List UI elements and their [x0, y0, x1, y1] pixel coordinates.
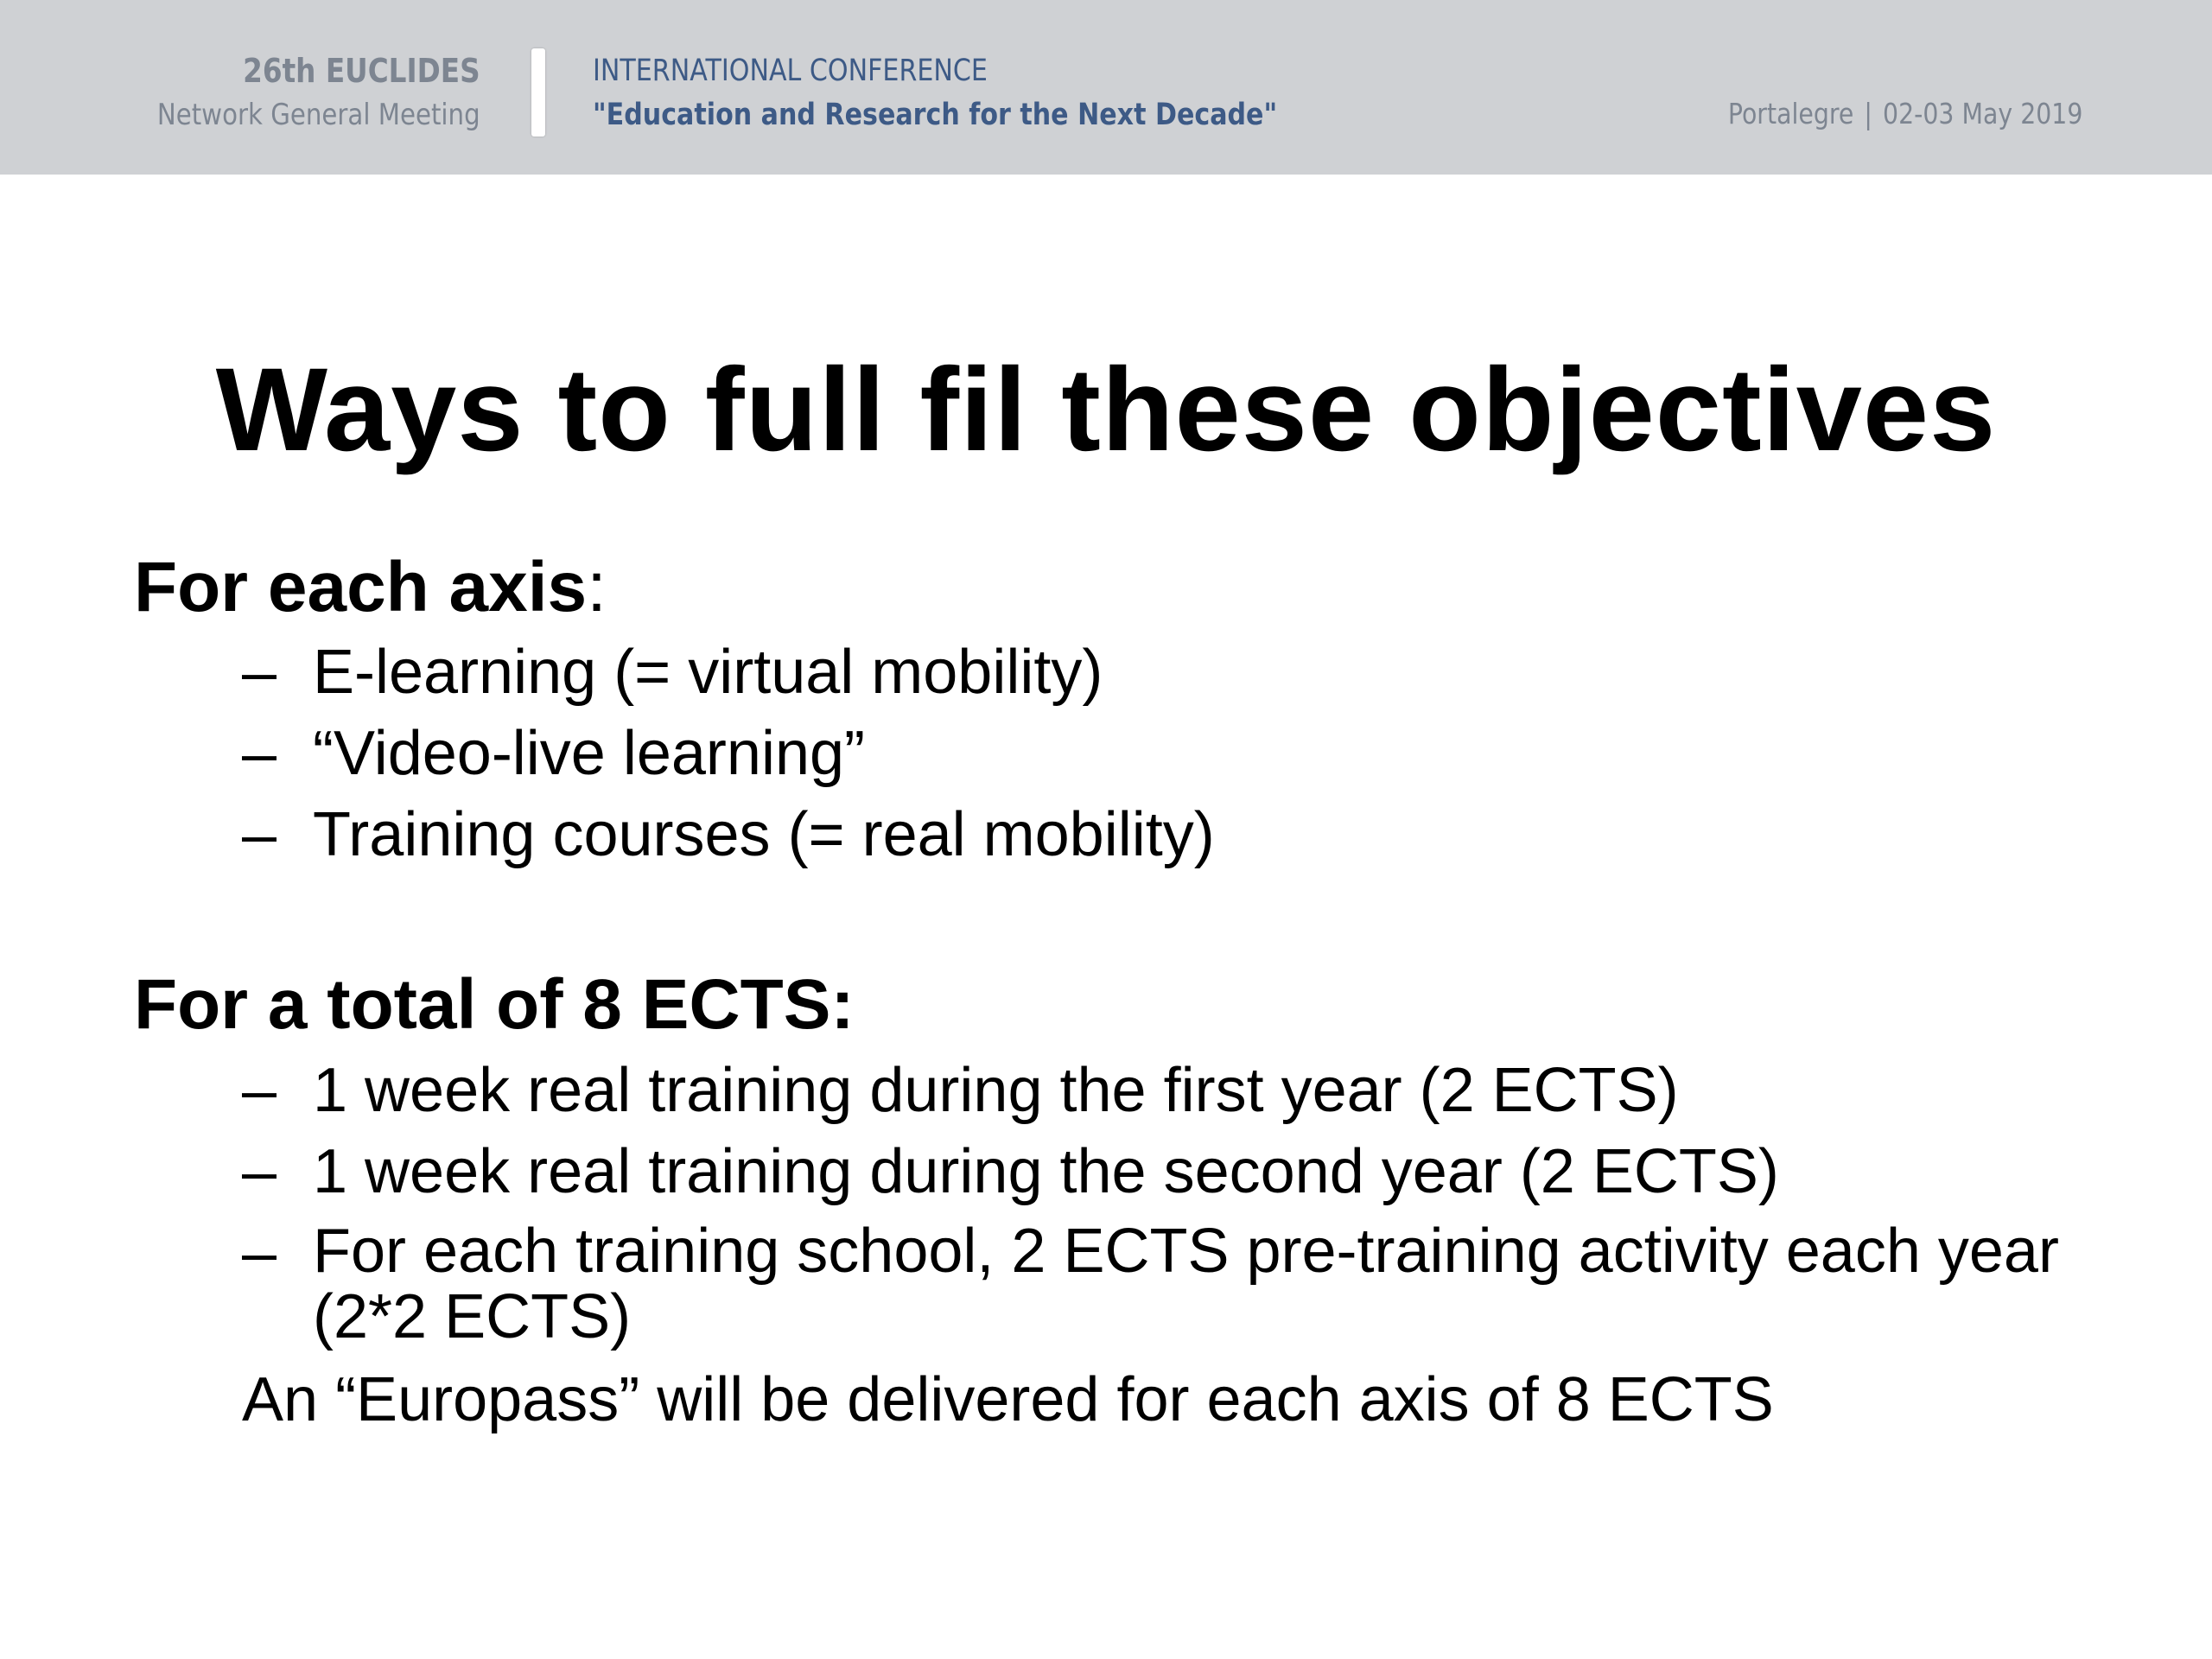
- list-item: [242, 1137, 1779, 1206]
- bullet-dash: –: [242, 638, 277, 707]
- bullet-dash: –: [242, 1218, 277, 1287]
- list-item: [242, 638, 1103, 707]
- list-item-text: For each training school, 2 ECTS pre-training activity each year (2*2 ECTS): [313, 1217, 2059, 1351]
- location-date: [1727, 97, 2082, 130]
- list-item-text: 1 week real training during the first year (2 ECTS): [313, 1056, 1679, 1125]
- slide-title: Ways to full fil these objectives: [215, 344, 1997, 476]
- location-separator: |: [1863, 97, 1872, 130]
- list-item: [242, 1218, 2127, 1350]
- conference-label: INTERNATIONAL CONFERENCE: [593, 54, 988, 88]
- section-heading-colon: :: [587, 548, 607, 626]
- location: Portalegre: [1727, 97, 1853, 130]
- europass-note: An “Europass” will be delivered for each axis of 8 ECTS: [242, 1365, 1774, 1434]
- list-item: [242, 800, 1215, 869]
- list-item-text: E-learning (= virtual mobility): [313, 638, 1103, 707]
- dates: 02-03 May 2019: [1882, 97, 2082, 130]
- event-name-block: [157, 48, 480, 137]
- section-heading-each-axis: [134, 546, 607, 629]
- event-edition: 26th EUCLIDES: [243, 52, 480, 90]
- section-heading-total-ects: For a total of 8 ECTS:: [134, 965, 855, 1044]
- conference-block: [593, 50, 1277, 138]
- list-item: [242, 719, 865, 788]
- header-divider: [531, 48, 545, 137]
- list-item-text: 1 week real training during the second year (2 ECTS): [313, 1137, 1779, 1206]
- conference-header-banner: [0, 0, 2212, 175]
- list-item-text: Training courses (= real mobility): [313, 800, 1215, 869]
- bullet-dash: –: [242, 1137, 277, 1206]
- list-item: [242, 1056, 1679, 1125]
- conference-theme: "Education and Research for the Next Decade": [593, 98, 1278, 132]
- bullet-dash: –: [242, 719, 277, 788]
- bullet-dash: –: [242, 800, 277, 869]
- list-item-text: “Video-live learning”: [313, 719, 865, 788]
- event-subtitle: Network General Meeting: [157, 98, 480, 132]
- section-heading-text: For each axis: [134, 548, 588, 626]
- bullet-dash: –: [242, 1056, 277, 1125]
